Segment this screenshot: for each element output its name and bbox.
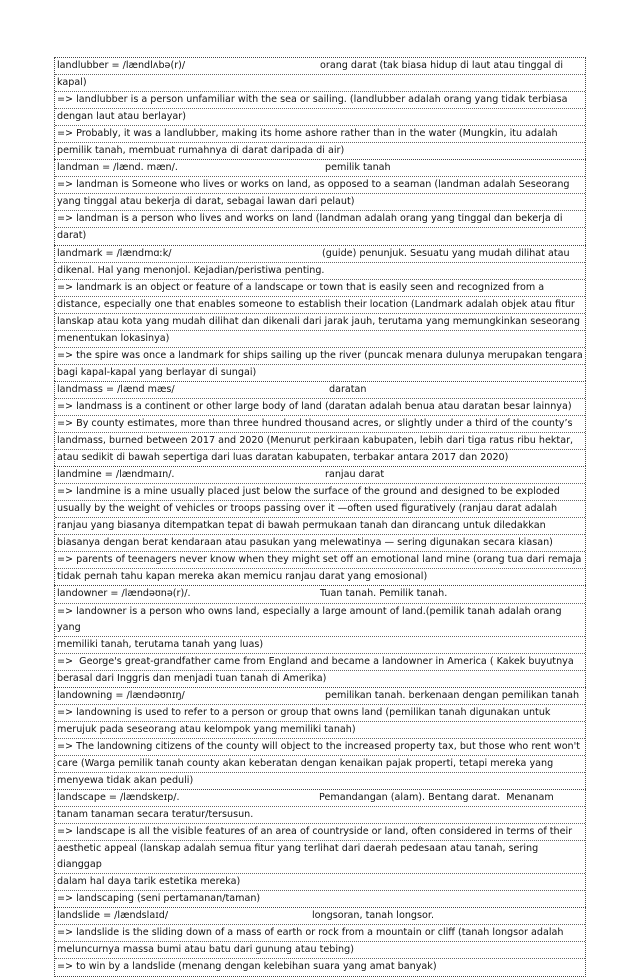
- dictionary-entry: [54, 57, 586, 159]
- dictionary-entry: [54, 381, 586, 466]
- headword-pronunciation: landmass = /lænd mæs/: [57, 383, 175, 395]
- entry-text-line: merujuk pada seseorang atau kelompok yang memiliki tanah): [55, 722, 585, 739]
- entry-text-line: => landscaping (seni pertamanan/taman): [57, 893, 261, 905]
- headword-meaning: (guide) penunjuk. Sesuatu yang mudah dilihat atau: [322, 247, 570, 259]
- headword-meaning: orang darat (tak biasa hidup di laut atau tinggal di: [320, 60, 564, 71]
- entry-text-line: => Probably, it was a landlubber, making its home ashore rather than in the water (Mungkin, itu adalah: [55, 126, 585, 143]
- headword-pronunciation: landmark = /lændmɑːk/: [57, 247, 172, 259]
- entry-text-line: meluncurnya massa bumi atau batu dari gunung atau tebing): [55, 942, 585, 959]
- headword-meaning: Pemandangan (alam). Bentang darat. Menanam: [319, 792, 554, 804]
- dictionary-entry: [54, 907, 586, 976]
- entry-text-line: => George's great-grandfather came from England and became a landowner in America ( Kakek buyutnya: [55, 654, 585, 671]
- entry-text-line: => landmark is an object or feature of a landscape or town that is easily seen and recognized from a: [55, 280, 585, 297]
- entry-text-line: => landman is Someone who lives or works on land, as opposed to a seaman (landman adalah Seseorang: [55, 177, 585, 194]
- entry-headword-line: [55, 160, 585, 177]
- entry-text-line: => to win by a landslide (menang dengan kelebihan suara yang amat banyak): [57, 961, 437, 973]
- entry-text-line: => parents of teenagers never know when they might set off an emotional land mine (orang tua dari remaja: [55, 552, 585, 569]
- entry-text-line: aesthetic appeal (lanskap adalah semua fitur yang terlihat dari daerah pedesaan atau tanah, sering dianggap: [55, 841, 585, 874]
- entry-text-line: menyewa tidak akan peduli): [57, 774, 194, 786]
- entry-headword-line: [55, 467, 585, 484]
- headword-meaning: daratan: [329, 383, 367, 395]
- headword-meaning: longsoran, tanah longsor.: [312, 910, 434, 922]
- entry-headword-line: [55, 688, 585, 705]
- entry-text-line: lanskap atau kota yang mudah dilihat dan dikenali dari jarak jauh, terutama yang memungkinkan seseorang: [55, 314, 585, 331]
- entry-text-line: menentukan lokasinya): [55, 331, 585, 348]
- entry-text-line: => landowning is used to refer to a person or group that owns land (pemilikan tanah digunakan untuk: [55, 705, 585, 722]
- headword-pronunciation: landmine = /lændmaɪn/.: [57, 469, 175, 481]
- entry-text-line: usually by the weight of vehicles or troops passing over it —often used figuratively (ranjau darat adalah: [55, 501, 585, 518]
- dictionary-entry: [54, 245, 586, 381]
- entry-text-line: atau sedikit di bawah sepertiga dari luas daratan kabupaten, terbakar antara 2017 dan 2020): [57, 452, 509, 464]
- entry-text-line: tanam tanaman secara teratur/tersusun.: [55, 807, 585, 824]
- entry-text-line: => landscape is all the visible features of an area of countryside or land, often considered in terms of their: [55, 824, 585, 841]
- entry-text-line: => landmass is a continent or other large body of land (daratan adalah benua atau daratan besar lainnya): [55, 399, 585, 416]
- entry-text-line: darat): [57, 230, 87, 242]
- entry-text-line: berasal dari Inggris dan menjadi tuan tanah di Amerika): [57, 672, 327, 684]
- entry-text-line: landmass, burned between 2017 and 2020 (Menurut perkiraan kabupaten, lebih dari tiga ratus ribu hektar,: [55, 433, 585, 450]
- entry-headword-line: [55, 246, 585, 263]
- entry-text-line: => landslide is the sliding down of a mass of earth or rock from a mountain or cliff (tanah longsor adalah: [55, 925, 585, 942]
- entry-text-line: memiliki tanah, terutama tanah yang luas): [55, 637, 585, 654]
- headword-pronunciation: landowning = /lændəʊnɪŋ/: [57, 689, 185, 701]
- entry-text-line: => the spire was once a landmark for ships sailing up the river (puncak menara dulunya merupakan tengara: [55, 348, 585, 365]
- entry-text-line: => landowner is a person who owns land, especially a large amount of land.(pemilik tanah adalah orang yang: [55, 604, 585, 637]
- entry-text-line: => By county estimates, more than three hundred thousand acres, or slightly under a third of the county’s: [55, 416, 585, 433]
- dictionary-entry: [54, 687, 586, 789]
- entry-text-line: tidak pernah tahu kapan mereka akan memicu ranjau darat yang emosional): [57, 571, 428, 583]
- dictionary-page: [54, 57, 586, 977]
- entry-text-line: distance, especially one that enables someone to establish their location (Landmark adalah objek atau fitur: [55, 297, 585, 314]
- headword-meaning: pemilik tanah: [325, 162, 391, 174]
- entry-text-line: => The landowning citizens of the county will object to the increased property tax, but those who rent won't: [55, 739, 585, 756]
- dictionary-entry: [54, 789, 586, 907]
- entry-text-line: bagi kapal-kapal yang berlayar di sungai): [57, 366, 257, 378]
- entry-text-line: care (Warga pemilik tanah county akan keberatan dengan kenaikan pajak properti, tetapi mereka yang: [55, 756, 585, 773]
- entry-text-line: dikenal. Hal yang menonjol. Kejadian/peristiwa penting.: [55, 263, 585, 280]
- headword-pronunciation: landscape = /lændskeɪp/.: [57, 792, 180, 804]
- entry-headword-line: [55, 790, 585, 807]
- entry-headword-line: [55, 586, 585, 603]
- headword-meaning: Tuan tanah. Pemilik tanah.: [320, 588, 448, 600]
- entry-text-line: kapal): [55, 75, 585, 92]
- headword-pronunciation: landowner = /lændəʊnə(r)/.: [57, 588, 191, 600]
- entry-text-line: biasanya dengan berat kendaraan atau pasukan yang melewatinya — sering digunakan secara kiasan): [55, 535, 585, 552]
- entry-text-line: => landmine is a mine usually placed just below the surface of the ground and designed to be exploded: [55, 484, 585, 501]
- entry-text-line: dengan laut atau berlayar): [55, 109, 585, 126]
- entry-text-line: pemilik tanah, membuat rumahnya di darat daripada di air): [57, 145, 345, 157]
- entry-headword-line: [55, 382, 585, 399]
- dictionary-entry: [54, 585, 586, 686]
- entry-text-line: => landman is a person who lives and works on land (landman adalah orang yang tinggal dan bekerja di: [55, 211, 585, 228]
- dictionary-entry: [54, 466, 586, 585]
- headword-meaning: pemilikan tanah. berkenaan dengan pemilikan tanah: [325, 689, 580, 701]
- headword-pronunciation: landlubber = /lændlʌbə(r)/: [57, 60, 186, 71]
- entry-headword-line: [55, 58, 585, 75]
- headword-pronunciation: landslide = /lændslaɪd/: [57, 910, 169, 922]
- entry-text-line: ranjau yang biasanya ditempatkan tepat di bawah permukaan tanah dan dirancang untuk diledakkan: [55, 518, 585, 535]
- headword-pronunciation: landman = /lænd. mæn/.: [57, 162, 178, 174]
- entry-text-line: dalam hal daya tarik estetika mereka): [55, 874, 585, 891]
- entry-text-line: yang tinggal atau bekerja di darat, sebagai lawan dari pelaut): [55, 194, 585, 211]
- entry-text-line: => landlubber is a person unfamiliar with the sea or sailing. (landlubber adalah orang yang tidak terbiasa: [55, 92, 585, 109]
- dictionary-entry: [54, 159, 586, 244]
- entry-headword-line: [55, 908, 585, 925]
- headword-meaning: ranjau darat: [325, 469, 385, 481]
